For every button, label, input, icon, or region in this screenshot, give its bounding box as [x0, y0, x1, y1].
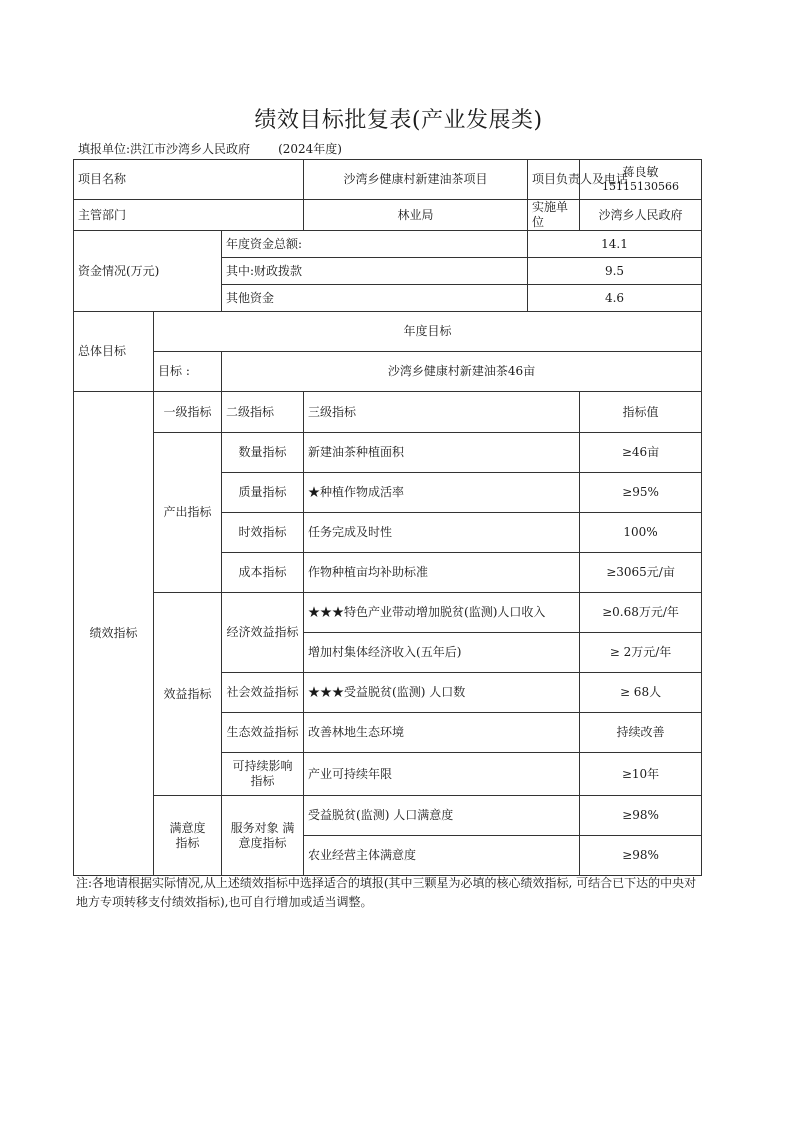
indicator-l3: 新建油茶种植面积	[304, 433, 580, 473]
overall-goal-label: 总体目标	[74, 312, 154, 392]
indicator-l3: ★种植作物成活率	[304, 473, 580, 513]
indicator-l3: 产业可持续年限	[304, 753, 580, 796]
funds-row-value: 9.5	[528, 258, 702, 285]
perf-label: 绩效指标	[74, 392, 154, 876]
indicator-l3: 增加村集体经济收入(五年后)	[304, 633, 580, 673]
unit-value: 洪江市沙湾乡人民政府	[130, 142, 251, 156]
report-meta	[78, 140, 342, 157]
funds-label: 资金情况(万元)	[74, 231, 222, 312]
target-value: 沙湾乡健康村新建油茶46亩	[222, 352, 702, 392]
indicator-value: ≥ 68人	[580, 673, 702, 713]
funds-row-label: 年度资金总额:	[222, 231, 528, 258]
approval-table	[73, 159, 702, 876]
impl-label: 实施单位	[528, 200, 580, 231]
header-level3: 三级指标	[304, 392, 580, 433]
contact-phone: 15115130566	[602, 180, 679, 194]
indicator-l3: 农业经营主体满意度	[304, 836, 580, 876]
indicator-l2: 质量指标	[222, 473, 304, 513]
target-label: 目标 :	[154, 352, 222, 392]
indicator-value: ≥0.68万元/年	[580, 593, 702, 633]
social-label: 社会效益指标	[222, 673, 304, 713]
indicator-l3: 作物种植亩均补助标准	[304, 553, 580, 593]
benefit-label: 效益指标	[154, 593, 222, 796]
indicator-value: ≥98%	[580, 796, 702, 836]
header-level2: 二级指标	[222, 392, 304, 433]
indicator-l3: 改善林地生态环境	[304, 713, 580, 753]
indicator-value: 100%	[580, 513, 702, 553]
funds-row-label: 其他资金	[222, 285, 528, 312]
indicator-l2: 时效指标	[222, 513, 304, 553]
indicator-l2: 成本指标	[222, 553, 304, 593]
output-label: 产出指标	[154, 433, 222, 593]
report-year: (2024年度)	[278, 142, 342, 156]
footnote: 注:各地请根据实际情况,从上述绩效指标中选择适合的填报(其中三颗星为必填的核心绩效指标, 可结合已下达的中央对地方专项转移支付绩效指标),也可自行增加或适当调整。	[76, 876, 697, 909]
satisfaction-l2: 服务对象 满意度指标	[222, 796, 304, 876]
indicator-l2: 数量指标	[222, 433, 304, 473]
eco-label: 生态效益指标	[222, 713, 304, 753]
indicator-l3: 受益脱贫(监测) 人口满意度	[304, 796, 580, 836]
sustain-label: 可持续影响指标	[222, 753, 304, 796]
header-value: 指标值	[580, 392, 702, 433]
project-name-value: 沙湾乡健康村新建油茶项目	[304, 160, 528, 200]
contact-label: 项目负责人及电话	[528, 160, 580, 200]
indicator-l3: ★★★受益脱贫(监测) 人口数	[304, 673, 580, 713]
indicator-l3: ★★★特色产业带动增加脱贫(监测)人口收入	[304, 593, 580, 633]
funds-row-value: 14.1	[528, 231, 702, 258]
indicator-l3: 任务完成及时性	[304, 513, 580, 553]
funds-row-value: 4.6	[528, 285, 702, 312]
annual-goal-label: 年度目标	[154, 312, 702, 352]
page-title: 绩效目标批复表(产业发展类)	[254, 108, 543, 133]
indicator-value: ≥46亩	[580, 433, 702, 473]
dept-label: 主管部门	[74, 200, 304, 231]
impl-value: 沙湾乡人民政府	[580, 200, 702, 231]
indicator-value: ≥10年	[580, 753, 702, 796]
economic-label: 经济效益指标	[222, 593, 304, 673]
indicator-value: 持续改善	[580, 713, 702, 753]
indicator-value: ≥3065元/亩	[580, 553, 702, 593]
indicator-value: ≥ 2万元/年	[580, 633, 702, 673]
project-name-label: 项目名称	[74, 160, 304, 200]
dept-value: 林业局	[304, 200, 528, 231]
funds-row-label: 其中:财政拨款	[222, 258, 528, 285]
unit-label: 填报单位:	[78, 142, 131, 156]
indicator-value: ≥95%	[580, 473, 702, 513]
indicator-value: ≥98%	[580, 836, 702, 876]
satisfaction-label: 满意度指标	[154, 796, 222, 876]
header-level1: 一级指标	[154, 392, 222, 433]
contact-name: 蒋良敏	[622, 165, 659, 180]
